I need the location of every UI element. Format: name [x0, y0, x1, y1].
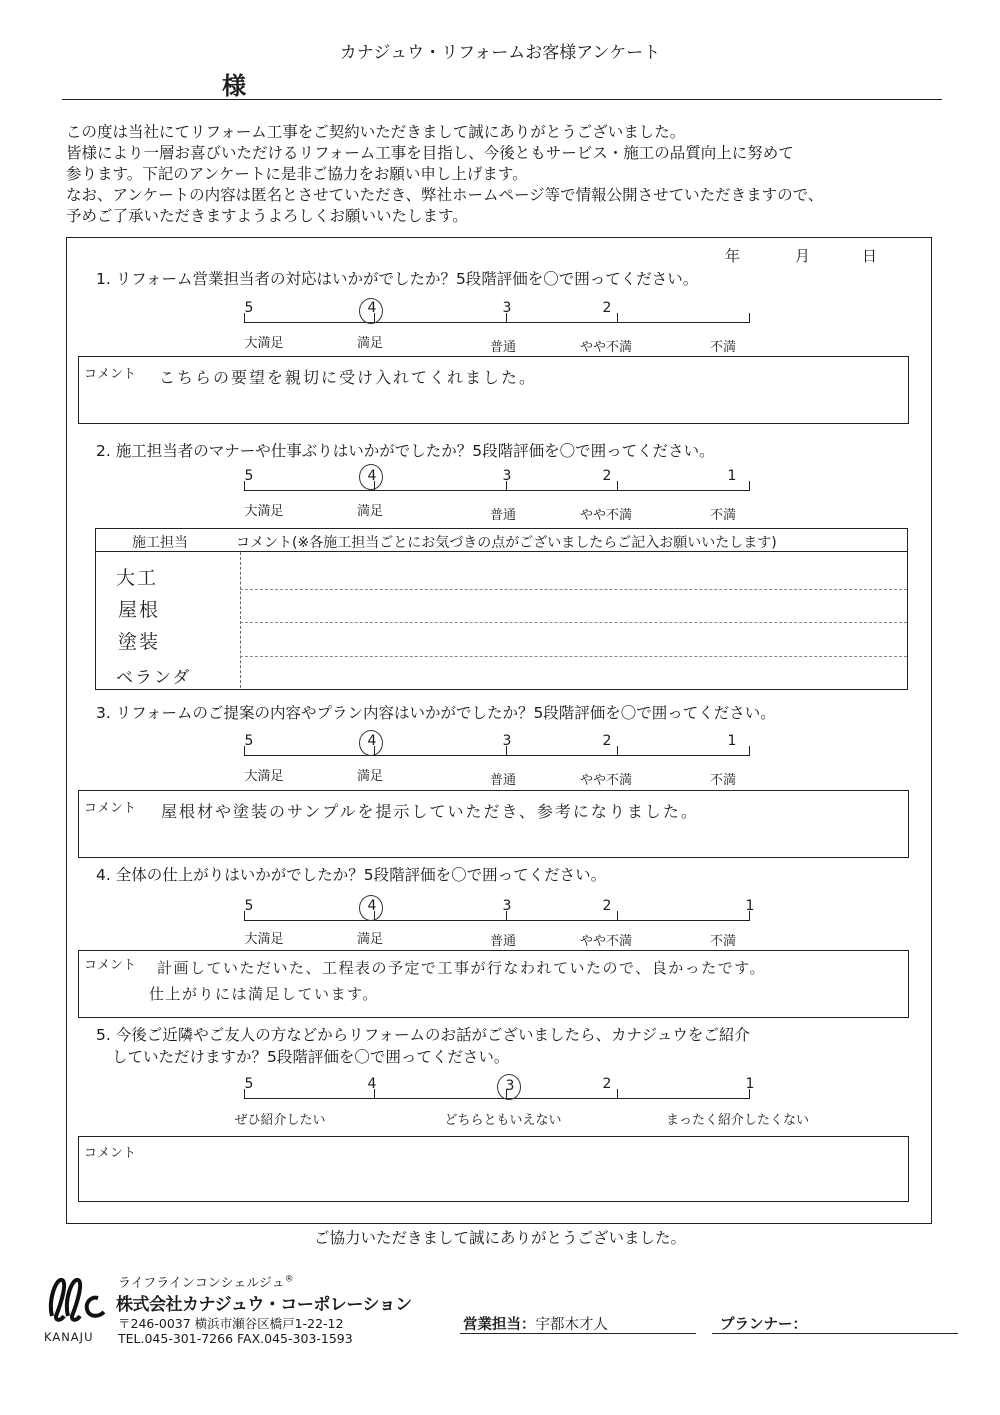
scale-label: 不満 — [709, 934, 736, 949]
scale-label: まったく紹介したくない — [666, 1113, 810, 1128]
rating-scale-4 — [0, 898, 1000, 953]
question-1: 1. リフォーム営業担当者の対応はいかがでしたか？5段階評価を〇で囲ってください。 — [96, 270, 699, 288]
comment-text: 仕上がりには満足しています。 — [149, 985, 379, 1003]
scale-label: やや不満 — [579, 340, 632, 355]
kanaju-logo-icon — [46, 1270, 118, 1328]
comment-box-4[interactable] — [78, 950, 909, 1018]
intro-line: 参ります。下記のアンケートに是非ご協力をお願い申し上げます。 — [66, 165, 528, 183]
scale-label: 満足 — [356, 932, 383, 947]
company-phone: TEL.045-301-7266 FAX.045-303-1593 — [118, 1331, 353, 1346]
scale-number: 1 — [727, 468, 737, 484]
rating-scale-1 — [0, 300, 1000, 355]
scale-number: 3 — [502, 300, 512, 316]
scale-number: 5 — [244, 468, 254, 484]
contractor-row: 塗装 — [118, 631, 161, 653]
scale-number: 1 — [745, 1076, 755, 1092]
scale-label: 満足 — [356, 504, 383, 519]
scale-label: 不満 — [709, 773, 736, 788]
comment-box-1[interactable] — [78, 356, 909, 424]
contractor-row: ベランダ — [116, 668, 192, 688]
question-5-line-2: していただけますか？5段階評価を〇で囲ってください。 — [112, 1048, 510, 1066]
contractor-comment-table — [95, 528, 908, 690]
name-line — [62, 99, 942, 100]
rating-scale-3 — [0, 733, 1000, 788]
comment-text: こちらの要望を親切に受け入れてくれました。 — [159, 368, 538, 387]
scale-number: 5 — [244, 898, 254, 914]
scale-label: ぜひ紹介したい — [234, 1113, 326, 1128]
company-name: 株式会社カナジュウ・コーポレーション — [116, 1295, 412, 1315]
selected-rating-circle — [497, 1074, 521, 1100]
scale-label: 大満足 — [244, 336, 284, 351]
planner-line[interactable] — [712, 1333, 958, 1334]
scale-number: 5 — [244, 300, 254, 316]
scale-label: やや不満 — [579, 508, 632, 523]
scale-number: 2 — [602, 300, 612, 316]
company-tagline: ライフラインコンシェルジュ® — [118, 1274, 294, 1291]
intro-line: 皆様により一層お喜びいただけるリフォーム工事を目指し、今後ともサービス・施工の品質向上に努めて — [66, 144, 794, 162]
planner-label: プランナー： — [720, 1317, 807, 1333]
scale-label: 普通 — [489, 340, 516, 355]
table-header-contractor: 施工担当 — [132, 535, 188, 551]
table-header-comment: コメント(※各施工担当ごとにお気づきの点がございましたらご記入お願いいたします) — [236, 535, 777, 551]
scale-label: 満足 — [356, 336, 383, 351]
question-4: 4. 全体の仕上がりはいかがでしたか？5段階評価を〇で囲ってください。 — [96, 866, 607, 884]
scale-number: 3 — [502, 468, 512, 484]
intro-line: この度は当社にてリフォーム工事をご契約いただきまして誠にありがとうございました。 — [66, 123, 686, 141]
scale-label: 大満足 — [244, 932, 284, 947]
scale-number: 5 — [244, 1076, 254, 1092]
scale-number: 2 — [602, 1076, 612, 1092]
comment-text: 屋根材や塗装のサンプルを提示していただき、参考になりました。 — [161, 802, 699, 821]
question-2: 2. 施工担当者のマナーや仕事ぶりはいかがでしたか？5段階評価を〇で囲ってください。 — [96, 442, 715, 460]
scale-number: 3 — [502, 733, 512, 749]
contractor-row: 大工 — [116, 567, 159, 589]
comment-label: コメント — [84, 367, 137, 382]
scale-number: 4 — [367, 733, 377, 749]
scale-number: 2 — [602, 898, 612, 914]
date-year: 年 — [725, 247, 741, 265]
comment-label: コメント — [84, 1146, 137, 1161]
scale-label: 大満足 — [244, 504, 284, 519]
scale-number: 2 — [602, 468, 612, 484]
scale-number: 4 — [367, 898, 377, 914]
selected-rating-circle — [359, 298, 383, 324]
scale-label: やや不満 — [579, 773, 632, 788]
rating-scale-2 — [0, 468, 1000, 523]
scale-number: 5 — [244, 733, 254, 749]
question-3: 3. リフォームのご提案の内容やプラン内容はいかがでしたか？5段階評価を〇で囲ってください。 — [96, 704, 776, 722]
intro-line: なお、アンケートの内容は匿名とさせていただき、弊社ホームページ等で情報公開させていただきますので、 — [66, 186, 824, 204]
scale-label: 大満足 — [244, 769, 284, 784]
intro-text — [66, 122, 823, 227]
scale-label: 満足 — [356, 769, 383, 784]
comment-label: コメント — [84, 958, 137, 973]
comment-box-3[interactable] — [78, 790, 909, 858]
sales-rep: 営業担当：宇都木才人 — [463, 1317, 608, 1333]
scale-label: 普通 — [489, 508, 516, 523]
selected-rating-circle — [359, 464, 383, 490]
scale-number: 2 — [602, 733, 612, 749]
scale-number: 4 — [367, 1076, 377, 1092]
comment-box-5[interactable] — [78, 1136, 909, 1202]
intro-line: 予めご了承いただきますようよろしくお願いいたします。 — [66, 207, 468, 225]
customer-honorific: 様 — [222, 72, 246, 100]
selected-rating-circle — [359, 730, 383, 756]
selected-rating-circle — [359, 895, 383, 921]
scale-label: 普通 — [489, 934, 516, 949]
rating-scale-5 — [0, 1076, 1000, 1131]
scale-label: 不満 — [709, 508, 736, 523]
scale-label: 普通 — [489, 773, 516, 788]
date-month: 月 — [795, 247, 811, 265]
date-day: 日 — [862, 247, 878, 265]
question-5-line-1: 5. 今後ご近隣やご友人の方などからリフォームのお話がございましたら、カナジュウをご紹介 — [96, 1026, 750, 1044]
scale-number: 4 — [367, 300, 377, 316]
thank-you-message: ご協力いただきまして誠にありがとうございました。 — [313, 1229, 686, 1247]
scale-number: 1 — [727, 733, 737, 749]
scale-label: やや不満 — [579, 934, 632, 949]
sales-rep-line — [460, 1333, 696, 1334]
scale-number: 4 — [367, 468, 377, 484]
scale-number: 3 — [505, 1078, 515, 1094]
scale-label: 不満 — [709, 340, 736, 355]
scale-number: 3 — [502, 898, 512, 914]
brand-name: KANAJU — [44, 1330, 94, 1344]
contractor-row: 屋根 — [118, 599, 161, 621]
scale-label: どちらともいえない — [444, 1113, 562, 1128]
comment-text: 計画していただいた、工程表の予定で工事が行なわれていたので、良かったです。 — [157, 959, 767, 977]
scale-number: 1 — [745, 898, 755, 914]
comment-label: コメント — [84, 801, 137, 816]
company-address: 〒246-0037 横浜市瀬谷区橋戸1-22-12 — [118, 1316, 344, 1331]
survey-title: カナジュウ・リフォームお客様アンケート — [339, 43, 661, 63]
